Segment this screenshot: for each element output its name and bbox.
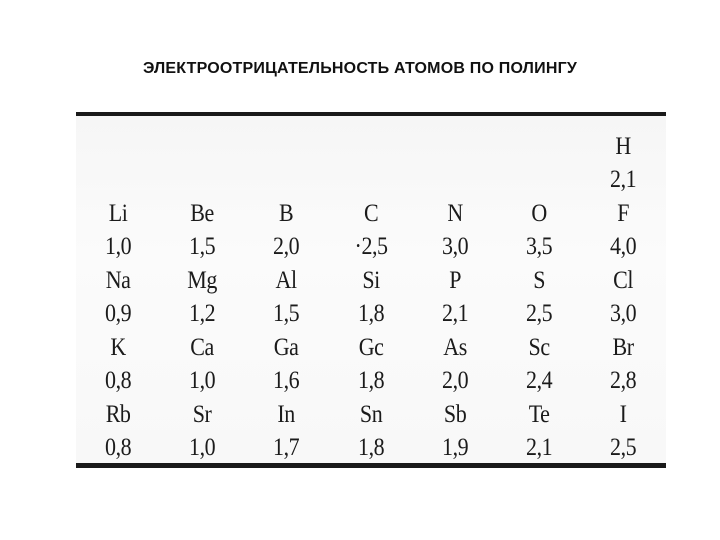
table-cell: 3,0 [610,300,637,328]
table-cell: 1,0 [189,434,216,462]
table-cell: ·2,5 [354,233,388,261]
table-cell: 2,8 [610,367,637,395]
table-bottom-rule [76,463,666,468]
table-cell: 1,8 [357,434,384,462]
table-cell: Sb [443,400,467,428]
table-row [76,231,666,265]
table-cell: Al [275,266,298,294]
table-cell: As [443,333,467,361]
table-cell: 1,2 [189,300,216,328]
table-cell: B [279,199,294,227]
table-cell: N [447,199,463,227]
table-cell: Rb [105,400,131,428]
page-title: ЭЛЕКТРООТРИЦАТЕЛЬНОСТЬ АТОМОВ ПО ПОЛИНГУ [143,60,577,77]
table-cell: 1,7 [273,434,300,462]
table-cell: Si [361,266,380,294]
table-cell: P [448,266,461,294]
table-cell: 0,8 [105,367,132,395]
table-row [76,164,666,198]
table-row [76,398,666,432]
table-cell: 2,1 [441,300,468,328]
table-cell: 1,5 [273,300,300,328]
table-cell: 0,8 [105,434,132,462]
table-cell: Ga [274,333,299,361]
table-cell: 3,5 [525,233,553,261]
table-cell: 1,0 [189,367,216,395]
table-cell: 3,0 [441,233,468,261]
table-cell: Mg [187,266,218,294]
table-cell: Na [105,266,131,294]
table-cell: Te [528,400,550,428]
table-cell: 1,5 [189,233,216,261]
table-cell: K [110,333,126,361]
table-cell: Br [612,333,634,361]
electronegativity-table [76,112,666,468]
table-cell: Ca [190,333,215,361]
table-cell: 2,5 [525,300,553,328]
table-top-rule [76,112,666,116]
table-cell: 2,5 [610,434,637,462]
table-cell: Gc [358,333,384,361]
table-cell: 2,1 [610,166,637,194]
table-cell: 2,1 [525,434,553,462]
table-cell: Sc [528,333,550,361]
table-row [76,432,666,466]
table-cell: 2,0 [273,233,300,261]
table-cell: In [277,400,296,428]
table-cell: 1,0 [105,233,132,261]
table-row [76,298,666,332]
table-cell: Sr [192,400,212,428]
table-cell: F [617,199,630,227]
table-cell: Li [108,199,128,227]
table-cell: 1,8 [357,300,384,328]
table-cell: 2,4 [525,367,553,395]
table-row [76,130,666,164]
table-cell: Be [190,199,215,227]
table-row [76,264,666,298]
table-row [76,365,666,399]
table-cell: 4,0 [610,233,637,261]
table-cell: I [619,400,627,428]
table-cell: 1,9 [441,434,468,462]
table-row [76,331,666,365]
table-cell: 0,9 [105,300,132,328]
table-grid [76,130,666,465]
table-row [76,197,666,231]
table-cell: C [363,199,378,227]
table-cell: Cl [613,266,634,294]
table-cell: 1,6 [273,367,300,395]
table-cell: S [533,266,545,294]
table-cell: H [615,132,631,160]
table-cell: 2,0 [441,367,468,395]
table-cell: O [531,199,547,227]
table-cell: Sn [359,400,382,428]
table-cell: 1,8 [357,367,384,395]
